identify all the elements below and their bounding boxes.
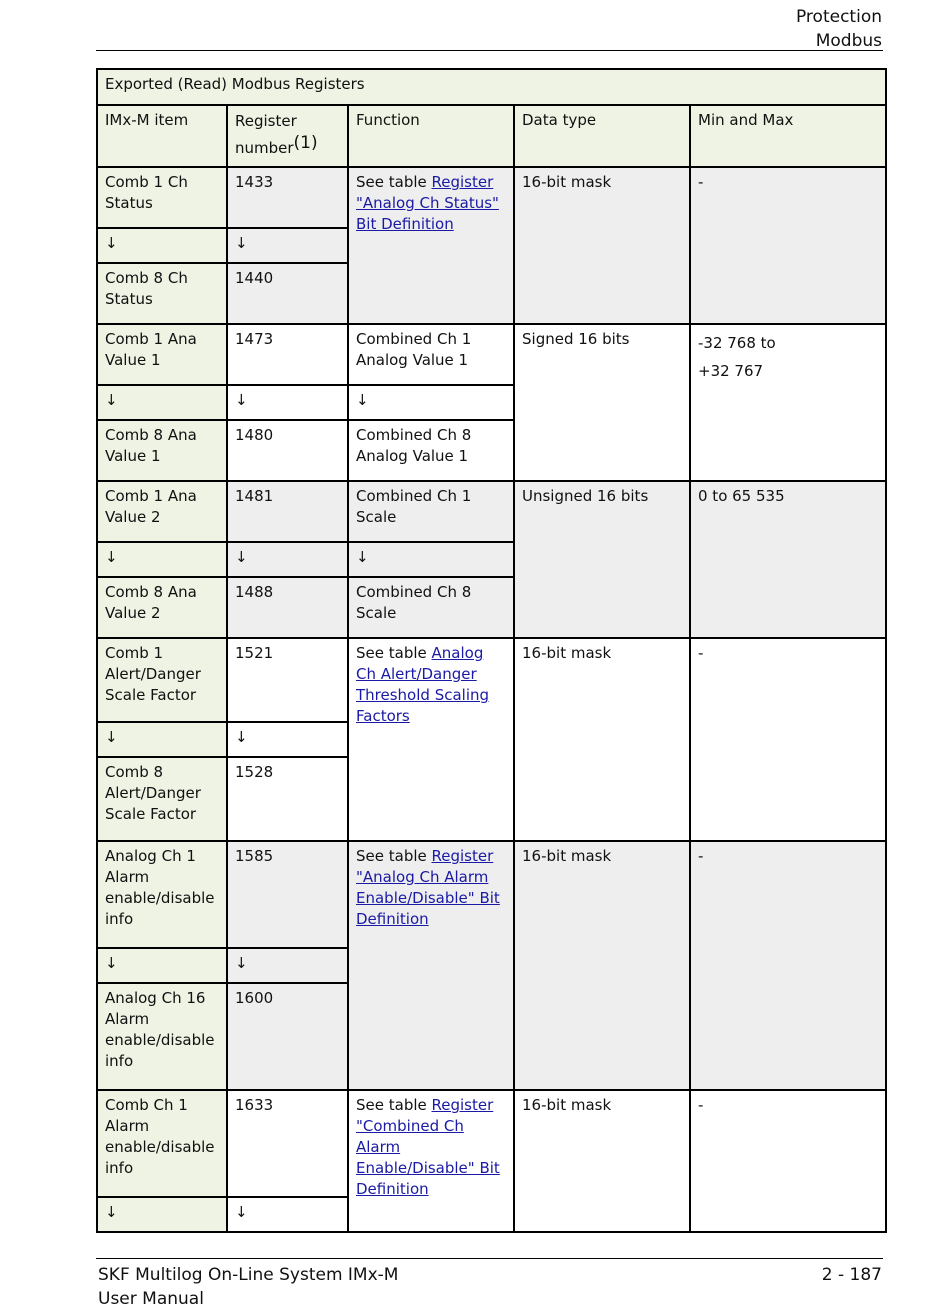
col-header-item: IMx-M item [97,105,227,167]
data-type-cell: 16-bit mask [514,638,690,841]
function-link[interactable]: Register "Combined Ch Alarm Enable/Disable" Bit Definition [356,1096,500,1198]
down-arrow-icon: ↓ [348,542,514,577]
function-prefix: See table [356,847,432,865]
register-cell: 1488 [227,577,348,638]
function-cell [348,1090,514,1232]
function-prefix: See table [356,644,432,662]
min-value: -32 768 to [698,334,776,352]
register-cell: 1528 [227,757,348,841]
item-cell: Comb 8 Ana Value 1 [97,420,227,481]
function-prefix: See table [356,1096,432,1114]
item-cell: Comb 1 Ana Value 2 [97,481,227,542]
down-arrow-icon: ↓ [97,228,227,263]
data-type-cell: Unsigned 16 bits [514,481,690,638]
table-row [97,1090,886,1197]
item-cell: Analog Ch 16 Alarm enable/disable info [97,983,227,1090]
item-cell: Comb 1 Alert/Danger Scale Factor [97,638,227,722]
footnote-ref: (1) [293,133,318,153]
register-cell: 1440 [227,263,348,324]
function-cell: Combined Ch 8 Analog Value 1 [348,420,514,481]
footer-rule [96,1258,883,1259]
max-value: +32 767 [698,362,764,380]
function-link[interactable]: Register "Analog Ch Status" Bit Definition [356,173,499,233]
function-cell: Combined Ch 1 Analog Value 1 [348,324,514,385]
register-cell: 1521 [227,638,348,722]
footer-product: SKF Multilog On-Line System IMx-M [98,1265,399,1285]
col-header-register-line1: Register [235,112,297,130]
table-row [97,481,886,542]
function-cell: Combined Ch 8 Scale [348,577,514,638]
header-rule [96,50,883,51]
register-cell: 1633 [227,1090,348,1197]
register-cell: 1433 [227,167,348,228]
min-max-cell: - [690,167,886,324]
function-prefix: See table [356,173,432,191]
table-row [97,167,886,228]
down-arrow-icon: ↓ [227,948,348,983]
data-type-cell: 16-bit mask [514,1090,690,1232]
function-cell [348,167,514,324]
register-cell: 1585 [227,841,348,948]
min-max-cell: - [690,841,886,1090]
down-arrow-icon: ↓ [97,948,227,983]
item-cell: Comb 8 Ana Value 2 [97,577,227,638]
data-type-cell: 16-bit mask [514,841,690,1090]
page-number: 2 - 187 [821,1265,882,1285]
register-cell: 1480 [227,420,348,481]
col-header-register-line2: number [235,139,294,157]
data-type-cell: Signed 16 bits [514,324,690,481]
col-header-function: Function [348,105,514,167]
min-max-cell: - [690,1090,886,1232]
function-link[interactable]: Analog Ch Alert/Danger Threshold Scaling Factors [356,644,490,725]
col-header-min-max: Min and Max [690,105,886,167]
table-row [97,324,886,385]
column-header-row [97,105,886,167]
item-cell: Comb 8 Alert/Danger Scale Factor [97,757,227,841]
down-arrow-icon: ↓ [97,1197,227,1232]
down-arrow-icon: ↓ [227,1197,348,1232]
footer-manual: User Manual [98,1289,204,1309]
down-arrow-icon: ↓ [97,722,227,757]
down-arrow-icon: ↓ [97,542,227,577]
footer-document-title [98,1263,398,1311]
item-cell: Comb 1 Ana Value 1 [97,324,227,385]
page-header [796,5,882,53]
function-cell [348,841,514,1090]
data-type-cell: 16-bit mask [514,167,690,324]
table-row [97,638,886,722]
item-cell: Comb 1 Ch Status [97,167,227,228]
col-header-register [227,105,348,167]
down-arrow-icon: ↓ [227,542,348,577]
down-arrow-icon: ↓ [227,722,348,757]
item-cell: Analog Ch 1 Alarm enable/disable info [97,841,227,948]
table-caption-row [97,69,886,105]
down-arrow-icon: ↓ [227,228,348,263]
header-section: Protection [795,7,882,27]
min-max-cell [690,324,886,481]
min-max-cell: 0 to 65 535 [690,481,886,638]
down-arrow-icon: ↓ [348,385,514,420]
register-cell: 1600 [227,983,348,1090]
item-cell: Comb Ch 1 Alarm enable/disable info [97,1090,227,1197]
item-cell: Comb 8 Ch Status [97,263,227,324]
function-cell [348,638,514,841]
table-caption: Exported (Read) Modbus Registers [97,69,886,105]
header-subsection: Modbus [815,31,882,51]
down-arrow-icon: ↓ [97,385,227,420]
col-header-data-type: Data type [514,105,690,167]
table-row [97,841,886,948]
register-cell: 1473 [227,324,348,385]
down-arrow-icon: ↓ [227,385,348,420]
function-cell: Combined Ch 1 Scale [348,481,514,542]
function-link[interactable]: Register "Analog Ch Alarm Enable/Disable" Bit Definition [356,847,500,928]
modbus-register-table [96,68,887,1233]
register-cell: 1481 [227,481,348,542]
min-max-cell: - [690,638,886,841]
